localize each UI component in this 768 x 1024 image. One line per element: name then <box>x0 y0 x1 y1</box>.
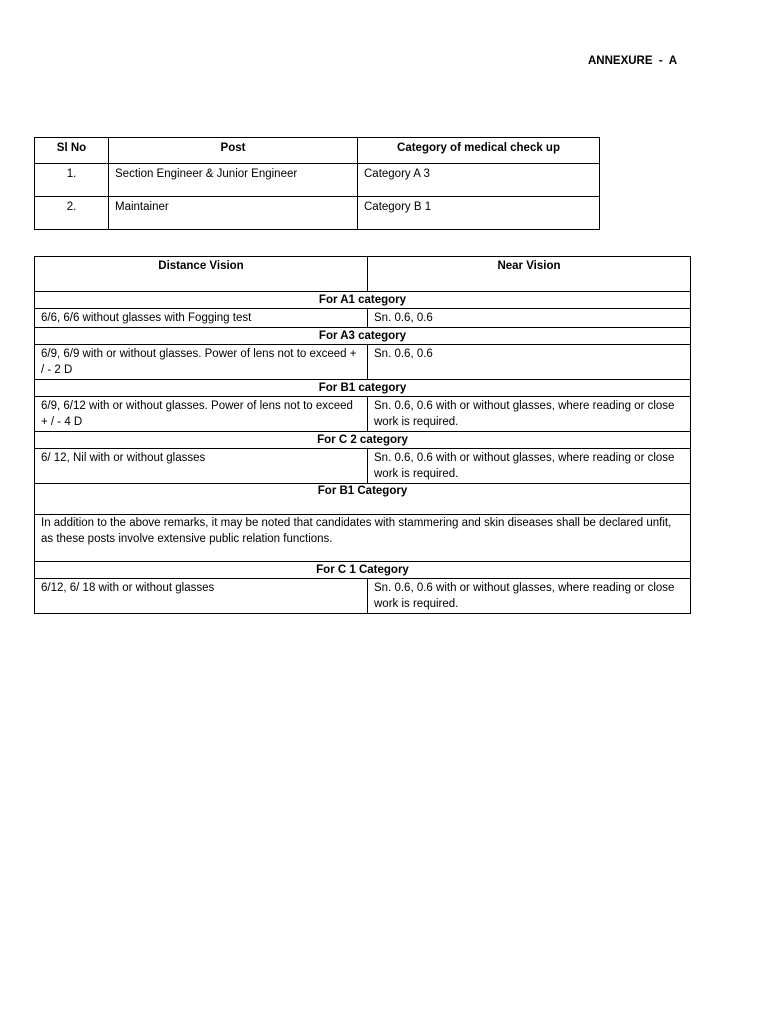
section-c1-title: For C 1 Category <box>35 562 691 579</box>
section-row <box>35 292 691 309</box>
table-row <box>35 309 691 328</box>
table-row <box>35 449 691 484</box>
section-a3-title: For A3 category <box>35 328 691 345</box>
c2-distance: 6/ 12, Nil with or without glasses <box>35 449 368 484</box>
a3-distance: 6/9, 6/9 with or without glasses. Power of lens not to exceed + / - 2 D <box>35 345 368 380</box>
a1-distance: 6/6, 6/6 without glasses with Fogging test <box>35 309 368 328</box>
table-row <box>35 164 600 197</box>
section-a1-title: For A1 category <box>35 292 691 309</box>
annexure-label: ANNEXURE - A <box>588 55 678 67</box>
c1-distance: 6/12, 6/ 18 with or without glasses <box>35 579 368 614</box>
section-row <box>35 432 691 449</box>
table-row <box>35 579 691 614</box>
section-row <box>35 328 691 345</box>
vision-table-header <box>35 257 691 292</box>
b1-distance: 6/9, 6/12 with or without glasses. Power of lens not to exceed + / - 4 D <box>35 397 368 432</box>
header-post: Post <box>109 138 358 164</box>
header-distance-vision: Distance Vision <box>35 257 368 292</box>
table-row <box>35 397 691 432</box>
a1-near: Sn. 0.6, 0.6 <box>368 309 691 328</box>
row-category: Category B 1 <box>358 197 600 230</box>
table-row <box>35 345 691 380</box>
remark-text: In addition to the above remarks, it may be noted that candidates with stammering and skin diseases shall be declared unfit, as these posts involve extensive public relation functions. <box>35 515 691 562</box>
vision-table <box>34 256 691 614</box>
row-category: Category A 3 <box>358 164 600 197</box>
section-row <box>35 562 691 579</box>
row-sl: 2. <box>35 197 109 230</box>
header-near-vision: Near Vision <box>368 257 691 292</box>
table-row <box>35 197 600 230</box>
row-post: Maintainer <box>109 197 358 230</box>
header-category: Category of medical check up <box>358 138 600 164</box>
header-sl-no: Sl No <box>35 138 109 164</box>
c1-near: Sn. 0.6, 0.6 with or without glasses, where reading or close work is required. <box>368 579 691 614</box>
b1-near: Sn. 0.6, 0.6 with or without glasses, where reading or close work is required. <box>368 397 691 432</box>
row-post: Section Engineer & Junior Engineer <box>109 164 358 197</box>
row-sl: 1. <box>35 164 109 197</box>
section-b1-category-title: For B1 Category <box>35 484 691 515</box>
section-row <box>35 484 691 515</box>
section-b1-title: For B1 category <box>35 380 691 397</box>
posts-table <box>34 137 600 230</box>
section-c2-title: For C 2 category <box>35 432 691 449</box>
a3-near: Sn. 0.6, 0.6 <box>368 345 691 380</box>
c2-near: Sn. 0.6, 0.6 with or without glasses, where reading or close work is required. <box>368 449 691 484</box>
remark-row <box>35 515 691 562</box>
posts-table-header <box>35 138 600 164</box>
section-row <box>35 380 691 397</box>
